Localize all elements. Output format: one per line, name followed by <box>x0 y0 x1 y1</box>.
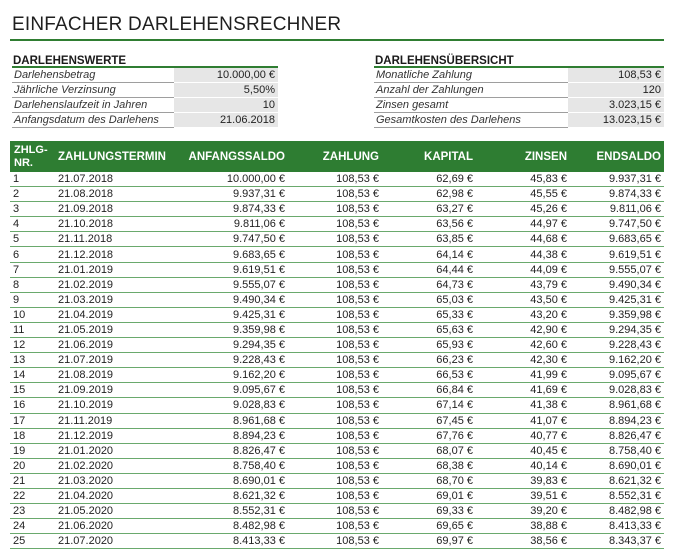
table-row <box>10 429 664 444</box>
end-balance-cell: 9.747,50 € <box>609 218 661 231</box>
payment-cell: 108,53 € <box>336 354 379 367</box>
interest-cell: 38,88 € <box>530 520 567 533</box>
end-balance-cell: 8.758,40 € <box>609 444 661 457</box>
principal-cell: 66,23 € <box>436 354 473 367</box>
table-row <box>10 353 664 368</box>
end-balance-cell: 8.343,37 € <box>609 535 661 548</box>
principal-cell: 65,33 € <box>436 308 473 321</box>
principal-cell: 68,38 € <box>436 459 473 472</box>
start-balance-cell: 9.162,20 € <box>233 369 285 382</box>
payment-number-cell: 3 <box>13 203 20 216</box>
page-title: EINFACHER DARLEHENSRECHNER <box>12 14 342 35</box>
payment-number-cell: 1 <box>13 173 20 186</box>
principal-cell: 67,45 € <box>436 414 473 427</box>
payment-number-cell: 20 <box>13 459 26 472</box>
table-row <box>10 202 664 217</box>
interest-cell: 41,38 € <box>530 399 567 412</box>
end-balance-cell: 9.294,35 € <box>609 323 661 336</box>
total-cost-label: Gesamtkosten des Darlehens <box>374 113 568 128</box>
principal-cell: 69,97 € <box>436 535 473 548</box>
header-interest: ZINSEN <box>524 150 567 163</box>
table-row <box>10 232 664 247</box>
payment-cell: 108,53 € <box>336 203 379 216</box>
table-row <box>10 293 664 308</box>
payment-number-cell: 8 <box>13 278 20 291</box>
start-balance-cell: 9.683,65 € <box>233 248 285 261</box>
loan-values-row <box>12 113 278 128</box>
end-balance-cell: 9.228,43 € <box>609 339 661 352</box>
start-balance-cell: 9.937,31 € <box>233 188 285 201</box>
payment-date-cell: 21.10.2018 <box>58 218 114 231</box>
end-balance-cell: 8.482,98 € <box>609 505 661 518</box>
principal-cell: 65,03 € <box>436 293 473 306</box>
end-balance-cell: 8.552,31 € <box>609 490 661 503</box>
start-balance-cell: 9.359,98 € <box>233 323 285 336</box>
table-row <box>10 489 664 504</box>
interest-cell: 42,30 € <box>530 354 567 367</box>
end-balance-cell: 9.937,31 € <box>609 173 661 186</box>
payment-date-cell: 21.05.2019 <box>58 323 114 336</box>
payment-cell: 108,53 € <box>336 505 379 518</box>
header-payment-number: ZHLG- NR. <box>14 143 48 169</box>
table-row <box>10 459 664 474</box>
interest-cell: 40,14 € <box>530 459 567 472</box>
payment-date-cell: 21.12.2019 <box>58 429 114 442</box>
payment-date-cell: 21.01.2020 <box>58 444 114 457</box>
payment-date-cell: 21.08.2019 <box>58 369 114 382</box>
interest-cell: 38,56 € <box>530 535 567 548</box>
title-divider <box>10 39 664 41</box>
interest-cell: 44,09 € <box>530 263 567 276</box>
principal-cell: 64,73 € <box>436 278 473 291</box>
payment-number-cell: 18 <box>13 429 26 442</box>
total-interest-label: Zinsen gesamt <box>374 98 568 113</box>
payment-date-cell: 21.01.2019 <box>58 263 114 276</box>
header-end-balance: ENDSALDO <box>596 150 661 163</box>
interest-cell: 39,20 € <box>530 505 567 518</box>
end-balance-cell: 9.874,33 € <box>609 188 661 201</box>
payment-cell: 108,53 € <box>336 520 379 533</box>
loan-summary-row <box>374 68 664 83</box>
end-balance-cell: 9.619,51 € <box>609 248 661 261</box>
payment-date-cell: 21.07.2018 <box>58 173 114 186</box>
start-balance-cell: 8.621,32 € <box>233 490 285 503</box>
table-row <box>10 217 664 232</box>
interest-cell: 41,07 € <box>530 414 567 427</box>
payment-number-cell: 12 <box>13 339 26 352</box>
start-balance-cell: 9.228,43 € <box>233 354 285 367</box>
end-balance-cell: 8.961,68 € <box>609 399 661 412</box>
end-balance-cell: 8.621,32 € <box>609 474 661 487</box>
table-row <box>10 504 664 519</box>
principal-cell: 62,98 € <box>436 188 473 201</box>
loan-amount-value[interactable]: 10.000,00 € <box>174 68 278 83</box>
interest-cell: 42,90 € <box>530 323 567 336</box>
end-balance-cell: 8.826,47 € <box>609 429 661 442</box>
payment-date-cell: 21.07.2019 <box>58 354 114 367</box>
payment-cell: 108,53 € <box>336 535 379 548</box>
start-balance-cell: 8.413,33 € <box>233 535 285 548</box>
payment-schedule-table <box>10 141 664 549</box>
table-row <box>10 247 664 262</box>
payment-date-cell: 21.05.2020 <box>58 505 114 518</box>
end-balance-cell: 9.095,67 € <box>609 369 661 382</box>
principal-cell: 64,14 € <box>436 248 473 261</box>
total-interest-value: 3.023,15 € <box>568 98 664 113</box>
end-balance-cell: 9.162,20 € <box>609 354 661 367</box>
payment-number-cell: 23 <box>13 505 26 518</box>
end-balance-cell: 9.683,65 € <box>609 233 661 246</box>
payment-date-cell: 21.10.2019 <box>58 399 114 412</box>
loan-summary-heading: DARLEHENSÜBERSICHT <box>374 54 664 68</box>
payment-number-cell: 25 <box>13 535 26 548</box>
payment-date-cell: 21.03.2020 <box>58 474 114 487</box>
table-row <box>10 278 664 293</box>
start-balance-cell: 9.425,31 € <box>233 308 285 321</box>
interest-cell: 39,83 € <box>530 474 567 487</box>
payment-date-cell: 21.04.2019 <box>58 308 114 321</box>
payment-number-cell: 19 <box>13 444 26 457</box>
start-balance-cell: 9.811,06 € <box>233 218 285 231</box>
loan-term-value[interactable]: 10 <box>174 98 278 113</box>
payment-cell: 108,53 € <box>336 248 379 261</box>
table-row <box>10 474 664 489</box>
loan-term-label: Darlehenslaufzeit in Jahren <box>12 98 174 113</box>
payment-cell: 108,53 € <box>336 173 379 186</box>
loan-summary-row <box>374 83 664 98</box>
payment-cell: 108,53 € <box>336 278 379 291</box>
start-balance-cell: 9.490,34 € <box>233 293 285 306</box>
payment-number-cell: 15 <box>13 384 26 397</box>
interest-cell: 41,69 € <box>530 384 567 397</box>
principal-cell: 65,63 € <box>436 323 473 336</box>
principal-cell: 66,53 € <box>436 369 473 382</box>
table-row <box>10 308 664 323</box>
payment-date-cell: 21.08.2018 <box>58 188 114 201</box>
payment-number-cell: 14 <box>13 369 26 382</box>
payment-cell: 108,53 € <box>336 188 379 201</box>
payment-number-cell: 17 <box>13 414 26 427</box>
payment-number-cell: 22 <box>13 490 26 503</box>
start-balance-cell: 9.619,51 € <box>233 263 285 276</box>
end-balance-cell: 9.555,07 € <box>609 263 661 276</box>
header-payment-date: ZAHLUNGSTERMIN <box>58 150 166 163</box>
payment-cell: 108,53 € <box>336 339 379 352</box>
start-date-value[interactable]: 21.06.2018 <box>174 113 278 128</box>
table-row <box>10 187 664 202</box>
payment-date-cell: 21.09.2019 <box>58 384 114 397</box>
payment-cell: 108,53 € <box>336 459 379 472</box>
payment-count-label: Anzahl der Zahlungen <box>374 83 568 98</box>
payment-number-cell: 10 <box>13 308 26 321</box>
payment-count-value: 120 <box>568 83 664 98</box>
interest-cell: 40,77 € <box>530 429 567 442</box>
loan-values-row <box>12 83 278 98</box>
interest-cell: 44,97 € <box>530 218 567 231</box>
principal-cell: 62,69 € <box>436 173 473 186</box>
start-balance-cell: 9.028,83 € <box>233 399 285 412</box>
interest-cell: 42,60 € <box>530 339 567 352</box>
payment-date-cell: 21.02.2020 <box>58 459 114 472</box>
payment-date-cell: 21.12.2018 <box>58 248 114 261</box>
payment-cell: 108,53 € <box>336 384 379 397</box>
header-start-balance: ANFANGSSALDO <box>188 150 285 163</box>
end-balance-cell: 9.359,98 € <box>609 308 661 321</box>
table-row <box>10 172 664 187</box>
principal-cell: 64,44 € <box>436 263 473 276</box>
monthly-payment-label: Monatliche Zahlung <box>374 68 568 83</box>
payment-cell: 108,53 € <box>336 293 379 306</box>
monthly-payment-value: 108,53 € <box>568 68 664 83</box>
start-balance-cell: 9.095,67 € <box>233 384 285 397</box>
loan-summary-panel <box>374 54 664 128</box>
interest-cell: 43,50 € <box>530 293 567 306</box>
end-balance-cell: 8.894,23 € <box>609 414 661 427</box>
payment-number-cell: 6 <box>13 248 20 261</box>
payment-number-cell: 16 <box>13 399 26 412</box>
total-cost-value: 13.023,15 € <box>568 113 664 128</box>
start-balance-cell: 8.552,31 € <box>233 505 285 518</box>
start-balance-cell: 8.758,40 € <box>233 459 285 472</box>
loan-summary-row <box>374 98 664 113</box>
payment-number-cell: 5 <box>13 233 20 246</box>
interest-cell: 45,83 € <box>530 173 567 186</box>
table-row <box>10 398 664 413</box>
payment-number-cell: 21 <box>13 474 26 487</box>
payment-number-cell: 4 <box>13 218 20 231</box>
interest-cell: 44,38 € <box>530 248 567 261</box>
interest-cell: 40,45 € <box>530 444 567 457</box>
payment-cell: 108,53 € <box>336 490 379 503</box>
start-balance-cell: 8.690,01 € <box>233 474 285 487</box>
table-row <box>10 444 664 459</box>
interest-cell: 41,99 € <box>530 369 567 382</box>
table-row <box>10 263 664 278</box>
payment-cell: 108,53 € <box>336 323 379 336</box>
payment-number-cell: 9 <box>13 293 20 306</box>
principal-cell: 65,93 € <box>436 339 473 352</box>
end-balance-cell: 8.413,33 € <box>609 520 661 533</box>
payment-date-cell: 21.02.2019 <box>58 278 114 291</box>
table-row <box>10 368 664 383</box>
interest-rate-label: Jährliche Verzinsung <box>12 83 174 98</box>
table-row <box>10 414 664 429</box>
interest-cell: 43,79 € <box>530 278 567 291</box>
start-balance-cell: 9.747,50 € <box>233 233 285 246</box>
payment-number-cell: 24 <box>13 520 26 533</box>
loan-values-panel <box>12 54 278 128</box>
payment-number-cell: 13 <box>13 354 26 367</box>
principal-cell: 68,07 € <box>436 444 473 457</box>
interest-cell: 44,68 € <box>530 233 567 246</box>
principal-cell: 69,33 € <box>436 505 473 518</box>
loan-values-row <box>12 68 278 83</box>
interest-cell: 45,26 € <box>530 203 567 216</box>
principal-cell: 63,85 € <box>436 233 473 246</box>
payment-number-cell: 11 <box>13 323 25 336</box>
payment-date-cell: 21.09.2018 <box>58 203 114 216</box>
table-row <box>10 338 664 353</box>
payment-date-cell: 21.04.2020 <box>58 490 114 503</box>
interest-rate-value[interactable]: 5,50% <box>174 83 278 98</box>
payment-date-cell: 21.11.2018 <box>58 233 113 246</box>
payment-cell: 108,53 € <box>336 233 379 246</box>
loan-values-row <box>12 98 278 113</box>
payment-cell: 108,53 € <box>336 218 379 231</box>
interest-cell: 39,51 € <box>530 490 567 503</box>
payment-date-cell: 21.03.2019 <box>58 293 114 306</box>
interest-cell: 43,20 € <box>530 308 567 321</box>
table-body <box>10 172 664 549</box>
table-row <box>10 534 664 549</box>
payment-date-cell: 21.06.2020 <box>58 520 114 533</box>
start-balance-cell: 8.482,98 € <box>233 520 285 533</box>
principal-cell: 68,70 € <box>436 474 473 487</box>
end-balance-cell: 8.690,01 € <box>609 459 661 472</box>
loan-values-heading: DARLEHENSWERTE <box>12 54 278 68</box>
payment-number-cell: 7 <box>13 263 20 276</box>
payment-cell: 108,53 € <box>336 263 379 276</box>
payment-cell: 108,53 € <box>336 369 379 382</box>
payment-cell: 108,53 € <box>336 429 379 442</box>
loan-summary-row <box>374 113 664 128</box>
payment-date-cell: 21.11.2019 <box>58 414 113 427</box>
end-balance-cell: 9.028,83 € <box>609 384 661 397</box>
principal-cell: 69,01 € <box>436 490 473 503</box>
start-balance-cell: 8.961,68 € <box>233 414 285 427</box>
payment-number-cell: 2 <box>13 188 20 201</box>
start-balance-cell: 10.000,00 € <box>226 173 285 186</box>
payment-cell: 108,53 € <box>336 399 379 412</box>
table-row <box>10 519 664 534</box>
start-balance-cell: 8.826,47 € <box>233 444 285 457</box>
principal-cell: 69,65 € <box>436 520 473 533</box>
payment-date-cell: 21.06.2019 <box>58 339 114 352</box>
start-date-label: Anfangsdatum des Darlehens <box>12 113 174 128</box>
principal-cell: 63,56 € <box>436 218 473 231</box>
header-payment: ZAHLUNG <box>322 150 379 163</box>
start-balance-cell: 9.294,35 € <box>233 339 285 352</box>
principal-cell: 67,14 € <box>436 399 473 412</box>
table-header-row <box>10 141 664 172</box>
payment-date-cell: 21.07.2020 <box>58 535 114 548</box>
header-principal: KAPITAL <box>424 150 473 163</box>
end-balance-cell: 9.425,31 € <box>609 293 661 306</box>
interest-cell: 45,55 € <box>530 188 567 201</box>
principal-cell: 63,27 € <box>436 203 473 216</box>
principal-cell: 66,84 € <box>436 384 473 397</box>
end-balance-cell: 9.811,06 € <box>609 203 661 216</box>
payment-cell: 108,53 € <box>336 474 379 487</box>
start-balance-cell: 8.894,23 € <box>233 429 285 442</box>
payment-cell: 108,53 € <box>336 414 379 427</box>
start-balance-cell: 9.874,33 € <box>233 203 285 216</box>
principal-cell: 67,76 € <box>436 429 473 442</box>
payment-cell: 108,53 € <box>336 444 379 457</box>
table-row <box>10 383 664 398</box>
end-balance-cell: 9.490,34 € <box>609 278 661 291</box>
loan-amount-label: Darlehensbetrag <box>12 68 174 83</box>
table-row <box>10 323 664 338</box>
start-balance-cell: 9.555,07 € <box>233 278 285 291</box>
payment-cell: 108,53 € <box>336 308 379 321</box>
